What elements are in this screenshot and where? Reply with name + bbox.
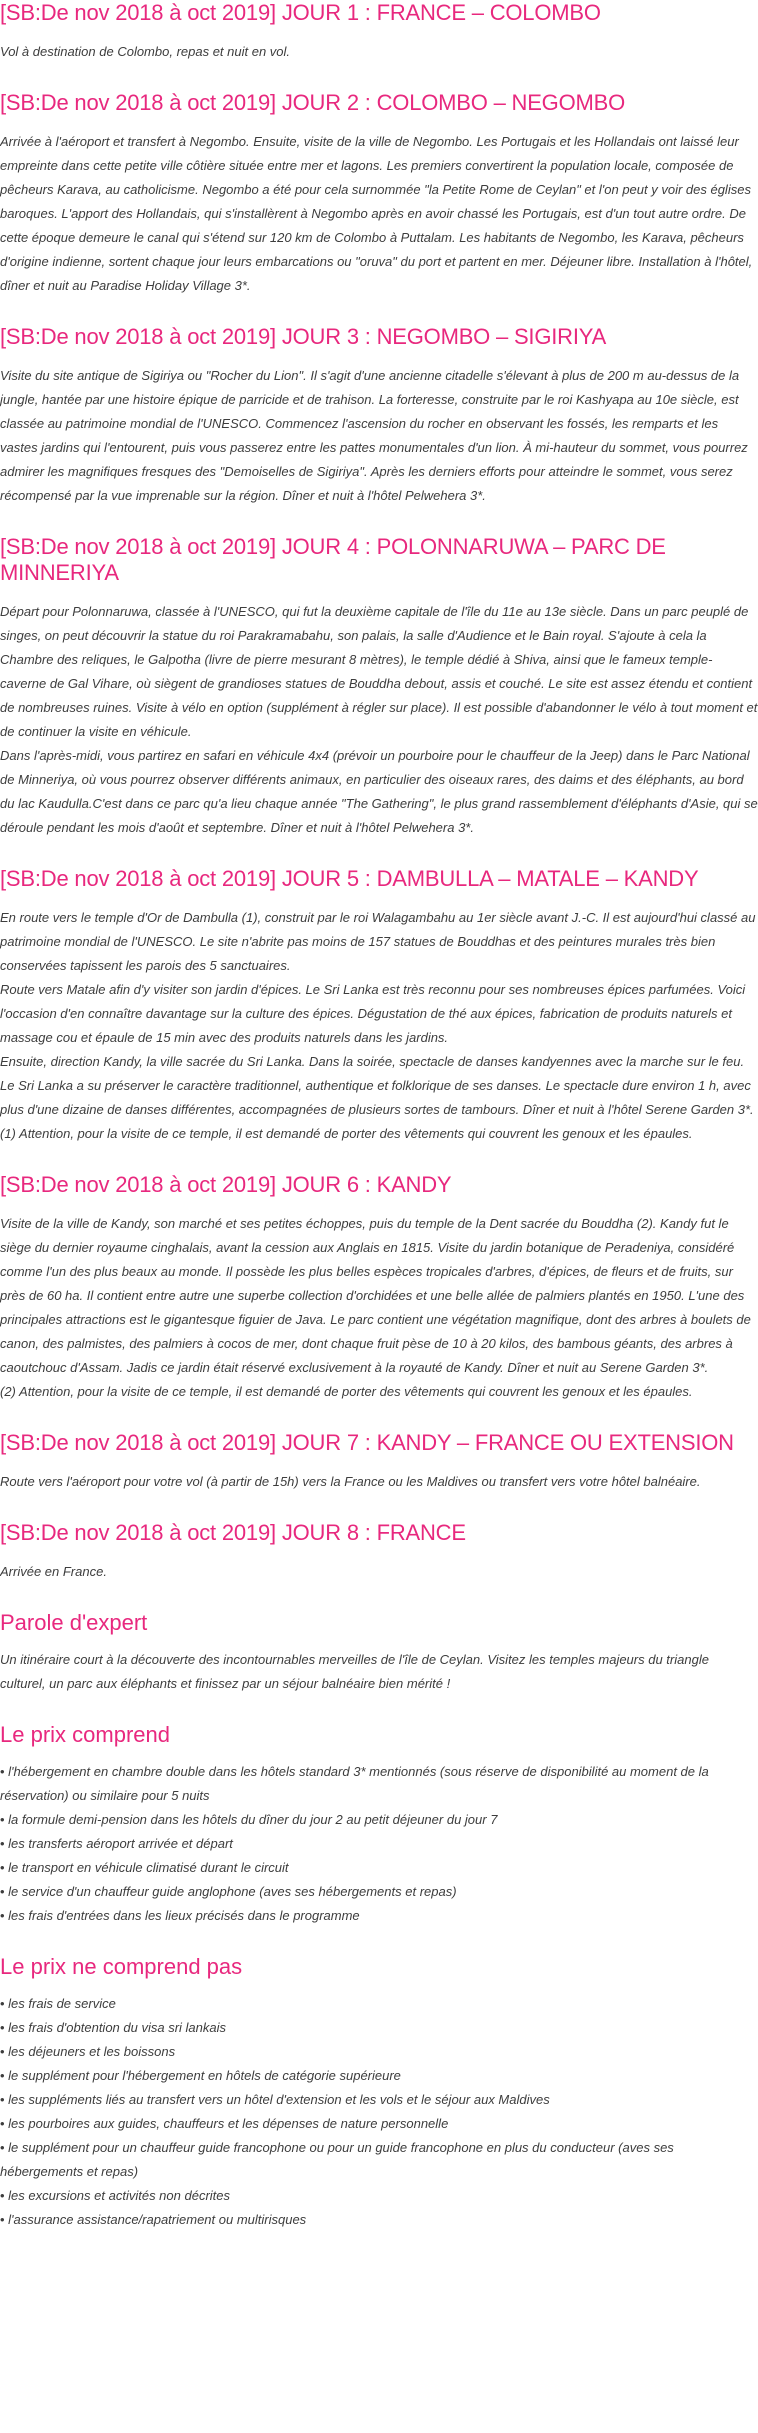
excluded-item: • les excursions et activités non décrites	[0, 2184, 758, 2208]
excluded-list	[0, 1992, 758, 2232]
day-1-title: [SB:De nov 2018 à oct 2019] JOUR 1 : FRANCE – COLOMBO	[0, 0, 601, 25]
day-2-title: [SB:De nov 2018 à oct 2019] JOUR 2 : COLOMBO – NEGOMBO	[0, 90, 626, 115]
included-item: • le transport en véhicule climatisé durant le circuit	[0, 1856, 758, 1880]
day-4-title: [SB:De nov 2018 à oct 2019] JOUR 4 : POLONNARUWA – PARC DE MINNERIYA	[0, 534, 666, 585]
day-3-text: Visite du site antique de Sigiriya ou "Rocher du Lion". Il s'agit d'une ancienne citadelle s'élevant à plus de 200 m au-dessus de la jungle, hantée par une histoire épique de parricide et de trahison. La forteresse, construite par le roi Kashyapa au 10e siècle, est classée au patrimoine mondial de l'UNESCO. Commencez l'ascension du rocher en observant les fossés, les remparts et les vastes jardins qui l'entourent, puis vous passerez entre les pattes monumentales d'un lion. À mi-hauteur du sommet, vous pourrez admirer les magnifiques fresques des "Demoiselles de Sigiriya". Après les derniers efforts pour atteindre le sommet, vous serez récompensé par la vue imprenable sur la région. Dîner et nuit à l'hôtel Pelwehera 3*.	[0, 368, 748, 503]
day-7-text: Route vers l'aéroport pour votre vol (à partir de 15h) vers la France ou les Maldives ou transfert vers votre hôtel balnéaire.	[0, 1474, 701, 1489]
day-2-section	[0, 90, 758, 298]
day-4-section	[0, 534, 758, 840]
day-5-text-3: Ensuite, direction Kandy, la ville sacrée du Sri Lanka. Dans la soirée, spectacle de danses kandyennes avec la marche sur le feu. Le Sri Lanka a su préserver le caractère traditionnel, authentique et folklorique de ses danses. Le spectacle dure environ 1 h, avec plus d'une dizaine de danses différentes, accompagnées de plusieurs sortes de tambours. Dîner et nuit à l'hôtel Serene Garden 3*.	[0, 1054, 754, 1117]
excluded-item: • les frais de service	[0, 1992, 758, 2016]
day-1-section	[0, 0, 758, 64]
expert-text: Un itinéraire court à la découverte des incontournables merveilles de l'île de Ceylan. Visitez les temples majeurs du triangle culturel, un parc aux éléphants et finissez par un séjour balnéaire bien mérité !	[0, 1652, 709, 1691]
day-6-text: Visite de la ville de Kandy, son marché et ses petites échoppes, puis du temple de la Dent sacrée du Bouddha (2). Kandy fut le siège du dernier royaume cinghalais, avant la cession aux Anglais en 1815. Visite du jardin botanique de Peradeniya, considéré comme l'un des plus beaux au monde. Il possède les plus belles espèces tropicales d'arbres, d'épices, de fleurs et de fruits, sur près de 60 ha. Il contient entre autre une superbe collection d'orchidées et une belle allée de palmiers plantés en 1950. L'une des principales attractions est le gigantesque figuier de Java. Le parc contient une végétation magnifique, dont des arbres à boulets de canon, des palmistes, des palmiers à cocos de mer, dont chaque fruit pèse de 10 à 20 kilos, des bambous géants, des arbres à caoutchouc d'Assam. Jadis ce jardin était réservé exclusivement à la royauté de Kandy. Dîner et nuit au Serene Garden 3*.	[0, 1216, 751, 1375]
excluded-item: • les déjeuners et les boissons	[0, 2040, 758, 2064]
included-section	[0, 1722, 758, 1928]
day-6-title: [SB:De nov 2018 à oct 2019] JOUR 6 : KANDY	[0, 1172, 452, 1197]
day-6-note: (2) Attention, pour la visite de ce temple, il est demandé de porter des vêtements qui couvrent les genoux et les épaules.	[0, 1384, 693, 1399]
excluded-section	[0, 1954, 758, 2232]
expert-section	[0, 1610, 758, 1696]
day-5-section	[0, 866, 758, 1146]
included-item: • la formule demi-pension dans les hôtels du dîner du jour 2 au petit déjeuner du jour 7	[0, 1808, 758, 1832]
excluded-item: • le supplément pour un chauffeur guide francophone ou pour un guide francophone en plus du conducteur (aves ses hébergements et repas)	[0, 2136, 758, 2184]
included-title: Le prix comprend	[0, 1722, 170, 1747]
excluded-title: Le prix ne comprend pas	[0, 1954, 243, 1979]
day-4-text-1: Départ pour Polonnaruwa, classée à l'UNESCO, qui fut la deuxième capitale de l'île du 11e au 13e siècle. Dans un parc peuplé de singes, on peut découvrir la statue du roi Parakramabahu, son palais, la salle d'Audience et le Bain royal. S'ajoute à cela la Chambre des reliques, le Galpotha (livre de pierre mesurant 8 mètres), le temple dédié à Shiva, ainsi que le fameux temple-caverne de Gal Vihare, où siègent de grandioses statues de Bouddha debout, assis et couché. Le site est assez étendu et contient de nombreuses ruines. Visite à vélo en option (supplément à régler sur place). Il est possible d'abandonner le vélo à tout moment et de continuer la visite en véhicule.	[0, 604, 758, 739]
day-1-text: Vol à destination de Colombo, repas et nuit en vol.	[0, 44, 291, 59]
day-5-note: (1) Attention, pour la visite de ce temple, il est demandé de porter des vêtements qui couvrent les genoux et les épaules.	[0, 1126, 693, 1141]
day-8-title: [SB:De nov 2018 à oct 2019] JOUR 8 : FRANCE	[0, 1520, 466, 1545]
included-list	[0, 1760, 758, 1928]
expert-title: Parole d'expert	[0, 1610, 148, 1635]
day-5-text-1: En route vers le temple d'Or de Dambulla (1), construit par le roi Walagambahu au 1er siècle avant J.-C. Il est aujourd'hui classé au patrimoine mondial de l'UNESCO. Le site n'abrite pas moins de 157 statues de Bouddhas et des peintures murales très bien conservées tapissent les parois des 5 sanctuaires.	[0, 910, 756, 973]
included-item: • le service d'un chauffeur guide anglophone (aves ses hébergements et repas)	[0, 1880, 758, 1904]
excluded-item: • l'assurance assistance/rapatriement ou multirisques	[0, 2208, 758, 2232]
day-3-section	[0, 324, 758, 508]
excluded-item: • les frais d'obtention du visa sri lankais	[0, 2016, 758, 2040]
included-item: • les frais d'entrées dans les lieux précisés dans le programme	[0, 1904, 758, 1928]
excluded-item: • les suppléments liés au transfert vers un hôtel d'extension et les vols et le séjour aux Maldives	[0, 2088, 758, 2112]
day-5-title: [SB:De nov 2018 à oct 2019] JOUR 5 : DAMBULLA – MATALE – KANDY	[0, 866, 699, 891]
day-7-title: [SB:De nov 2018 à oct 2019] JOUR 7 : KANDY – FRANCE OU EXTENSION	[0, 1430, 734, 1455]
day-3-title: [SB:De nov 2018 à oct 2019] JOUR 3 : NEGOMBO – SIGIRIYA	[0, 324, 607, 349]
day-7-section	[0, 1430, 758, 1494]
excluded-item: • les pourboires aux guides, chauffeurs et les dépenses de nature personnelle	[0, 2112, 758, 2136]
included-item: • les transferts aéroport arrivée et départ	[0, 1832, 758, 1856]
day-6-section	[0, 1172, 758, 1404]
day-5-text-2: Route vers Matale afin d'y visiter son jardin d'épices. Le Sri Lanka est très reconnu pour ses nombreuses épices parfumées. Voici l'occasion d'en connaître davantage sur la culture des épices. Dégustation de thé aux épices, fabrication de produits naturels et massage cou et épaule de 15 min avec des produits naturels dans les jardins.	[0, 982, 746, 1045]
included-item: • l'hébergement en chambre double dans les hôtels standard 3* mentionnés (sous réserve de disponibilité au moment de la réservation) ou similaire pour 5 nuits	[0, 1760, 758, 1808]
day-8-section	[0, 1520, 758, 1584]
excluded-item: • le supplément pour l'hébergement en hôtels de catégorie supérieure	[0, 2064, 758, 2088]
day-4-text-2: Dans l'après-midi, vous partirez en safari en véhicule 4x4 (prévoir un pourboire pour le chauffeur de la Jeep) dans le Parc National de Minneriya, où vous pourrez observer différents animaux, en particulier des oiseaux rares, des daims et des éléphants, au bord du lac Kaudulla.C'est dans ce parc qu'a lieu chaque année "The Gathering", le plus grand rassemblement d'éléphants d'Asie, qui se déroule pendant les mois d'août et septembre. Dîner et nuit à l'hôtel Pelwehera 3*.	[0, 748, 758, 835]
day-2-text: Arrivée à l'aéroport et transfert à Negombo. Ensuite, visite de la ville de Negombo. Les Portugais et les Hollandais ont laissé leur empreinte dans cette petite ville côtière située entre mer et lagons. Les premiers convertirent la population locale, composée de pêcheurs Karava, au catholicisme. Negombo a été pour cela surnommée "la Petite Rome de Ceylan" et l'on peut y voir des églises baroques. L'apport des Hollandais, qui s'installèrent à Negombo après en avoir chassé les Portugais, est d'un tout autre ordre. De cette époque demeure le canal qui s'étend sur 120 km de Colombo à Puttalam. Les habitants de Negombo, les Karava, pêcheurs d'origine indienne, sortent chaque jour leurs embarcations ou "oruva" du port et partent en mer. Déjeuner libre. Installation à l'hôtel, dîner et nuit au Paradise Holiday Village 3*.	[0, 134, 753, 293]
day-8-text: Arrivée en France.	[0, 1564, 107, 1579]
